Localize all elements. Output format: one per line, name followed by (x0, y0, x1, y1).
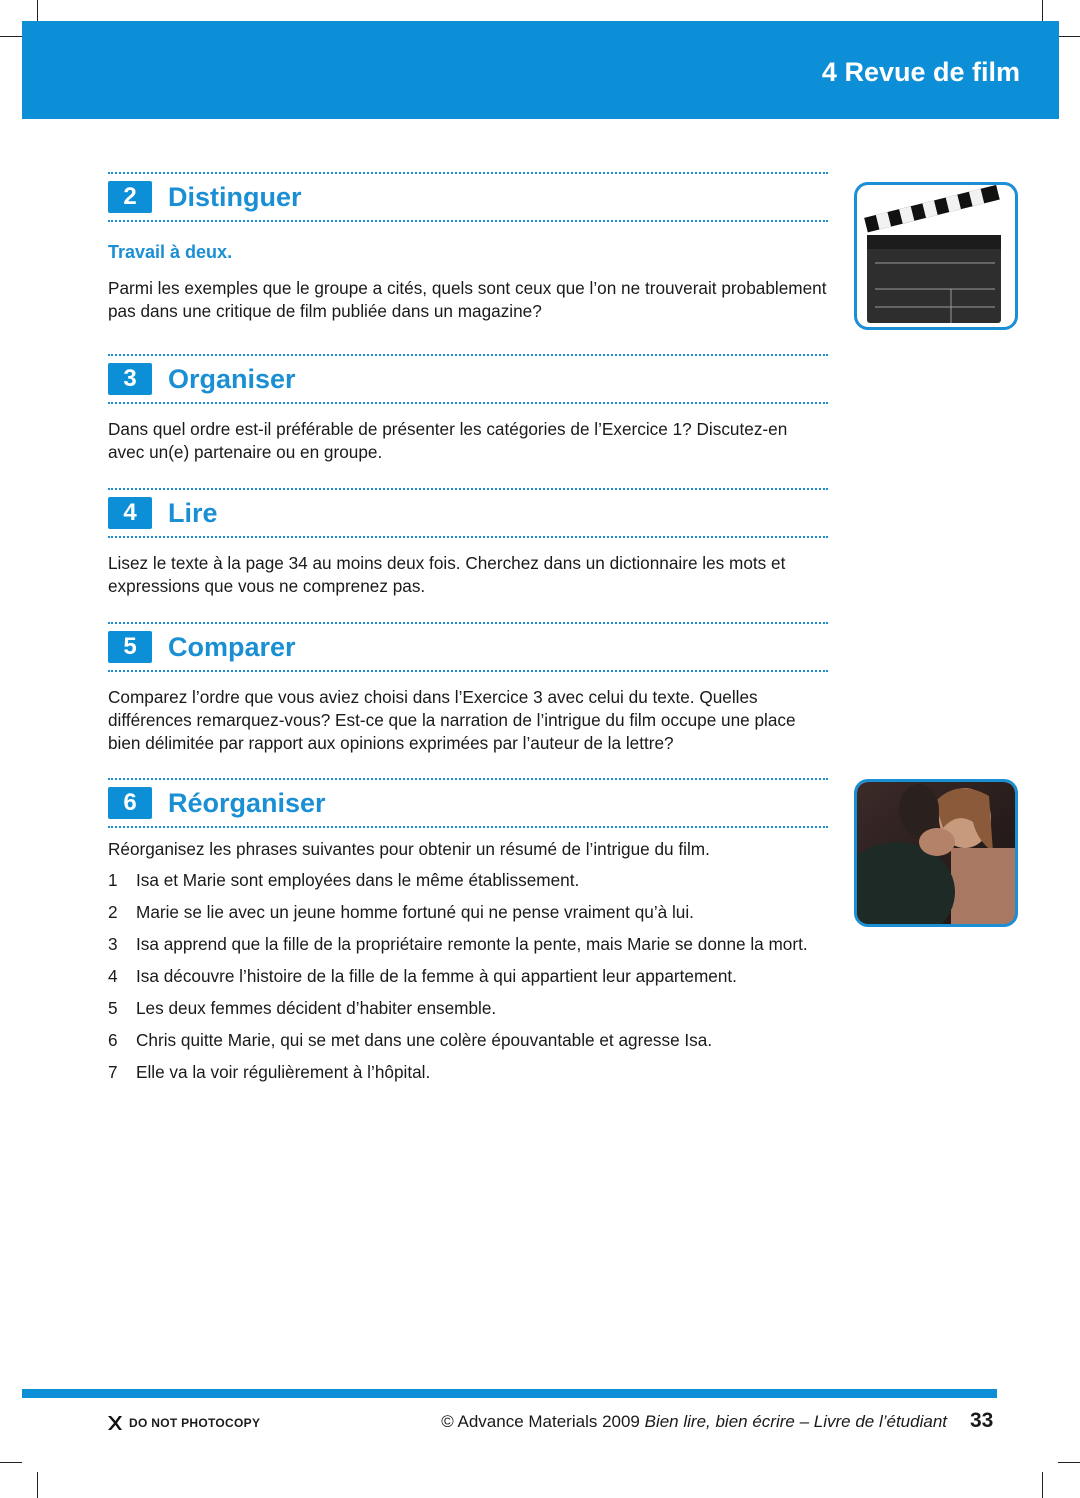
do-not-photocopy-notice (106, 1415, 260, 1431)
list-item: 2 Marie se lie avec un jeune homme fortuné qui ne pense vraiment qu’à lui. (108, 902, 694, 922)
film-still-frame (854, 779, 1018, 927)
divider (108, 536, 828, 538)
section-body: Dans quel ordre est-il préférable de présenter les catégories de l’Exercice 1? Discutez-en avec un(e) partenaire ou en groupe. (108, 419, 788, 462)
list-item: 3 Isa apprend que la fille de la propriétaire remonte la pente, mais Marie se donne la mort. (108, 934, 808, 954)
divider (108, 402, 828, 404)
section-title: Réorganiser (168, 787, 326, 818)
notice-text: DO NOT PHOTOCOPY (129, 1416, 261, 1430)
copyright-text: © Advance Materials 2009 (441, 1412, 645, 1431)
section-title: Distinguer (168, 181, 302, 212)
list-item: 7 Elle va la voir régulièrement à l’hôpital. (108, 1062, 431, 1082)
list-item: 4 Isa découvre l’histoire de la fille de la femme à qui appartient leur appartement. (108, 966, 737, 986)
sentence-list (108, 869, 828, 1084)
section-title: Lire (168, 497, 218, 528)
section-comparer (108, 622, 828, 755)
section-body: Comparez l’ordre que vous aviez choisi dans l’Exercice 3 avec celui du texte. Quelles différences remarquez-vous? Est-ce que la narration de l’intrigue du film occupe une place bien délimitée par rapport aux opinions exprimées par l’auteur de la lettre? (108, 687, 796, 753)
footer-bar (22, 1389, 997, 1398)
section-body: Lisez le texte à la page 34 au moins deux fois. Cherchez dans un dictionnaire les mots et expressions que vous ne comprenez pas. (108, 553, 786, 596)
section-number-badge: 4 (108, 497, 152, 529)
section-number-badge: 6 (108, 787, 152, 819)
copyright-line (441, 1412, 947, 1432)
section-body: Parmi les exemples que le groupe a cités, quels sont ceux que l’on ne trouverait probablement pas dans une critique de film publiée dans un magazine? (108, 278, 827, 321)
section-body: Réorganisez les phrases suivantes pour obtenir un résumé de l’intrigue du film. (108, 839, 710, 859)
cross-icon (106, 1415, 124, 1431)
list-item: 5 Les deux femmes décident d’habiter ensemble. (108, 998, 497, 1018)
section-number-badge: 3 (108, 363, 152, 395)
section-header (108, 356, 828, 402)
divider (108, 220, 828, 222)
section-number-badge: 5 (108, 631, 152, 663)
section-lire (108, 488, 828, 598)
section-number-badge: 2 (108, 181, 152, 213)
crop-mark (0, 1462, 22, 1463)
section-header (108, 780, 828, 826)
list-item: 1 Isa et Marie sont employées dans le même établissement. (108, 870, 580, 890)
section-header (108, 490, 828, 536)
clapperboard-image-frame (854, 182, 1018, 330)
crop-mark (1042, 1472, 1043, 1498)
section-title: Comparer (168, 631, 296, 662)
clapperboard-icon (857, 185, 1015, 327)
crop-mark (1058, 36, 1080, 37)
section-header (108, 174, 828, 220)
section-title: Organiser (168, 363, 296, 394)
film-still-photo (857, 782, 1015, 924)
section-header (108, 624, 828, 670)
section-organiser (108, 354, 828, 464)
section-distinguer (108, 172, 828, 323)
list-item: 6 Chris quitte Marie, qui se met dans une colère épouvantable et agresse Isa. (108, 1030, 713, 1050)
divider (108, 826, 828, 828)
section-reorganiser (108, 778, 828, 1093)
section-subtitle: Travail à deux. (108, 242, 233, 262)
book-title: Bien lire, bien écrire – Livre de l’étudiant (644, 1412, 947, 1431)
crop-mark (0, 36, 22, 37)
chapter-title: 4 Revue de film (821, 57, 1020, 87)
crop-mark (37, 1472, 38, 1498)
crop-mark (1058, 1462, 1080, 1463)
divider (108, 670, 828, 672)
page-number: 33 (970, 1409, 994, 1432)
